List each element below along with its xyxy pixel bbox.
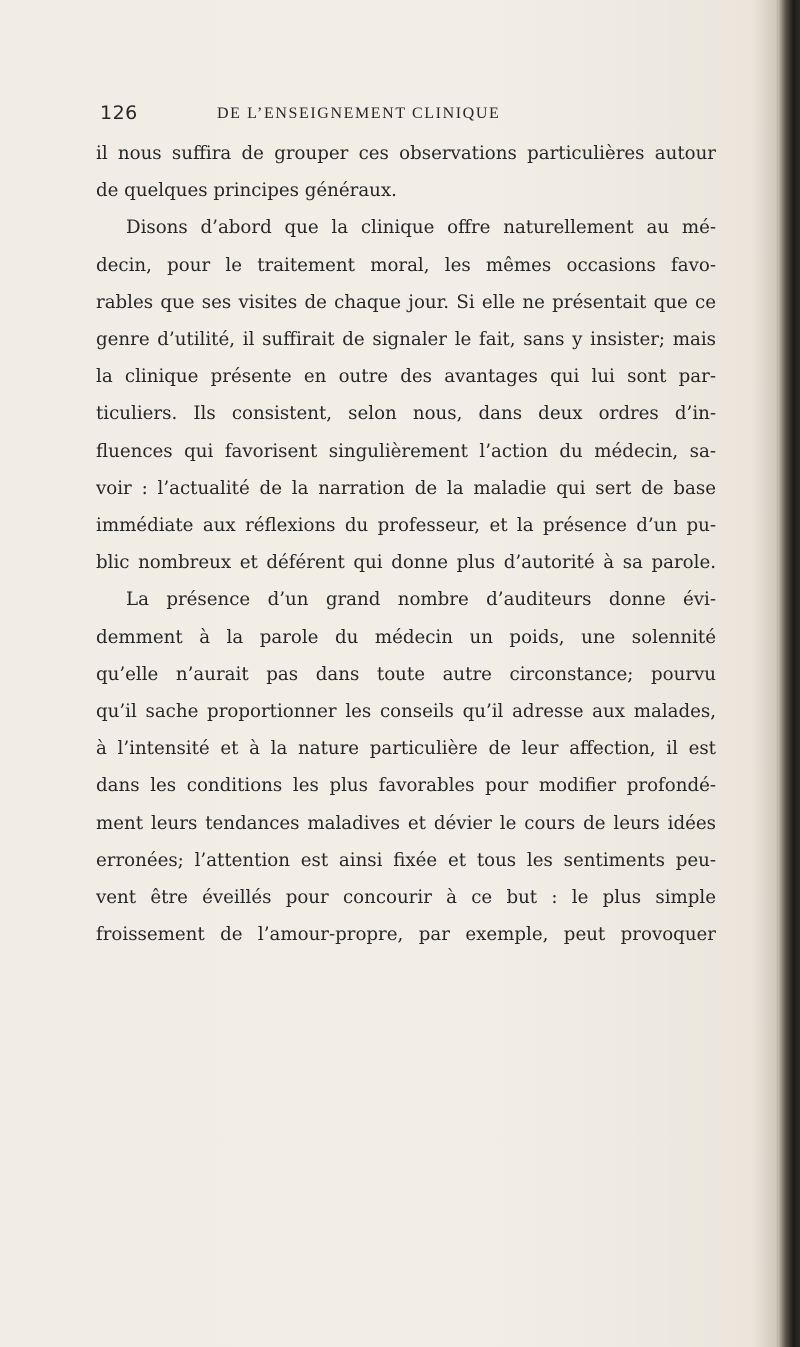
text-line: fluences qui favorisent singulièrement l’action du médecin, sa-	[96, 440, 716, 462]
text-line: La présence d’un grand nombre d’auditeurs donne évi-	[126, 589, 716, 611]
text-line: Disons d’abord que la clinique offre naturellement au mé-	[126, 217, 716, 239]
running-title: DE L’ENSEIGNEMENT CLINIQUE	[217, 105, 501, 122]
text-line: vent être éveillés pour concourir à ce but : le plus simple	[96, 887, 716, 909]
text-line: froissement de l’amour-propre, par exemple, peut provoquer	[96, 924, 716, 946]
text-line: qu’il sache proportionner les conseils qu’il adresse aux malades,	[96, 701, 716, 723]
running-head	[100, 102, 700, 132]
text-line: dans les conditions les plus favorables pour modifier profondé-	[96, 775, 716, 797]
body-text	[96, 135, 716, 953]
text-line: de quelques principes généraux.	[96, 180, 397, 202]
text-line: demment à la parole du médecin un poids, une solennité	[96, 626, 716, 648]
text-line: rables que ses visites de chaque jour. Si elle ne présentait que ce	[96, 291, 716, 313]
page-edge-shadow	[778, 0, 800, 1347]
text-line: blic nombreux et déférent qui donne plus d’autorité à sa parole.	[96, 552, 716, 574]
page-number: 126	[100, 102, 138, 124]
text-line: qu’elle n’aurait pas dans toute autre circonstance; pourvu	[96, 663, 716, 685]
text-line: la clinique présente en outre des avantages qui lui sont par-	[96, 366, 716, 388]
text-line: decin, pour le traitement moral, les mêmes occasions favo-	[96, 254, 716, 276]
text-line: erronées; l’attention est ainsi fixée et tous les sentiments peu-	[96, 849, 716, 871]
text-line: genre d’utilité, il suffirait de signaler le fait, sans y insister; mais	[96, 329, 716, 351]
text-line: il nous suffira de grouper ces observations particulières autour	[96, 143, 716, 164]
text-line: immédiate aux réflexions du professeur, et la présence d’un pu-	[96, 515, 716, 537]
text-line: à l’intensité et à la nature particulière de leur affection, il est	[96, 738, 716, 760]
text-line: ment leurs tendances maladives et dévier le cours de leurs idées	[96, 812, 716, 834]
text-line: voir : l’actualité de la narration de la maladie qui sert de base	[96, 477, 716, 499]
text-line: ticuliers. Ils consistent, selon nous, dans deux ordres d’in-	[96, 403, 716, 425]
